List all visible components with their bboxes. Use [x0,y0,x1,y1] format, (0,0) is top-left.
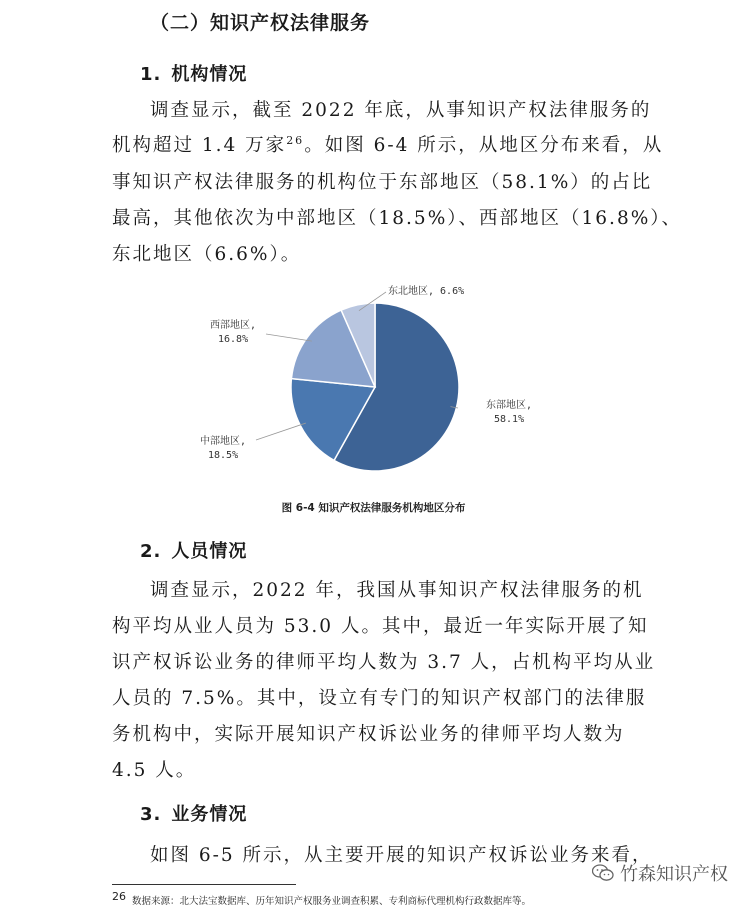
para1-line2-a: 机构超过 1.4 万家 [112,135,287,156]
subheading-number: 3. [140,804,162,825]
watermark-text: 竹森知识产权 [620,864,728,885]
para2-line3: 识产权诉讼业务的律师平均人数为 3.7 人，占机构平均从业 [112,652,656,673]
para2-line5: 务机构中，实际开展知识产权诉讼业务的律师平均人数为 [112,724,625,745]
subheading-institutions [140,60,247,86]
figure-caption: 图 6-4 知识产权法律服务机构地区分布 [281,502,466,514]
region-pie-chart [190,280,560,490]
footnote [112,890,531,907]
para2-line4: 人员的 7.5%。其中，设立有专门的知识产权部门的法律服 [112,688,647,709]
para1-line2-b: 。如图 6-4 所示，从地区分布来看，从 [304,135,664,156]
subheading-title: 机构情况 [171,64,248,85]
wechat-icon [592,864,614,882]
pie-slice-label: 东北地区, 6.6% [388,286,465,297]
section-heading: （二）知识产权法律服务 [150,12,371,34]
subheading-title: 人员情况 [171,541,248,562]
para1-line5: 东北地区（6.6%）。 [112,244,302,265]
footnote-mark: 26 [112,890,126,903]
para3-line1: 如图 6-5 所示，从主要开展的知识产权诉讼业务来看， [150,845,653,866]
para2-line1: 调查显示，2022 年，我国从事知识产权法律服务的机 [150,580,644,601]
footnote-divider [112,884,296,885]
pie-slice-label: 西部地区, 16.8% [210,320,257,345]
pie-leader-line [256,423,306,440]
pie-leader-line [266,334,312,341]
para1-line3: 事知识产权法律服务的机构位于东部地区（58.1%）的占比 [112,172,653,193]
footnote-text: 数据来源：北大法宝数据库、历年知识产权服务业调查积累、专利商标代理机构行政数据库等。 [132,896,532,908]
pie-slice-label: 中部地区, 18.5% [200,436,247,461]
para2-line6: 4.5 人。 [112,760,197,781]
para1-line1: 调查显示，截至 2022 年底，从事知识产权法律服务的 [150,100,652,121]
subheading-number: 2. [140,541,162,562]
watermark [592,860,728,886]
para1-line4: 最高，其他依次为中部地区（18.5%）、西部地区（16.8%）、 [112,208,683,229]
subheading-personnel [140,537,247,563]
subheading-number: 1. [140,64,162,85]
para2-line2: 构平均从业人员为 53.0 人。其中，最近一年实际开展了知 [112,616,649,637]
subheading-title: 业务情况 [171,804,248,825]
para1-line2 [112,131,663,157]
subheading-business [140,800,247,826]
footnote-ref: 26 [286,133,305,147]
pie-slice-label: 东部地区, 58.1% [486,400,533,425]
